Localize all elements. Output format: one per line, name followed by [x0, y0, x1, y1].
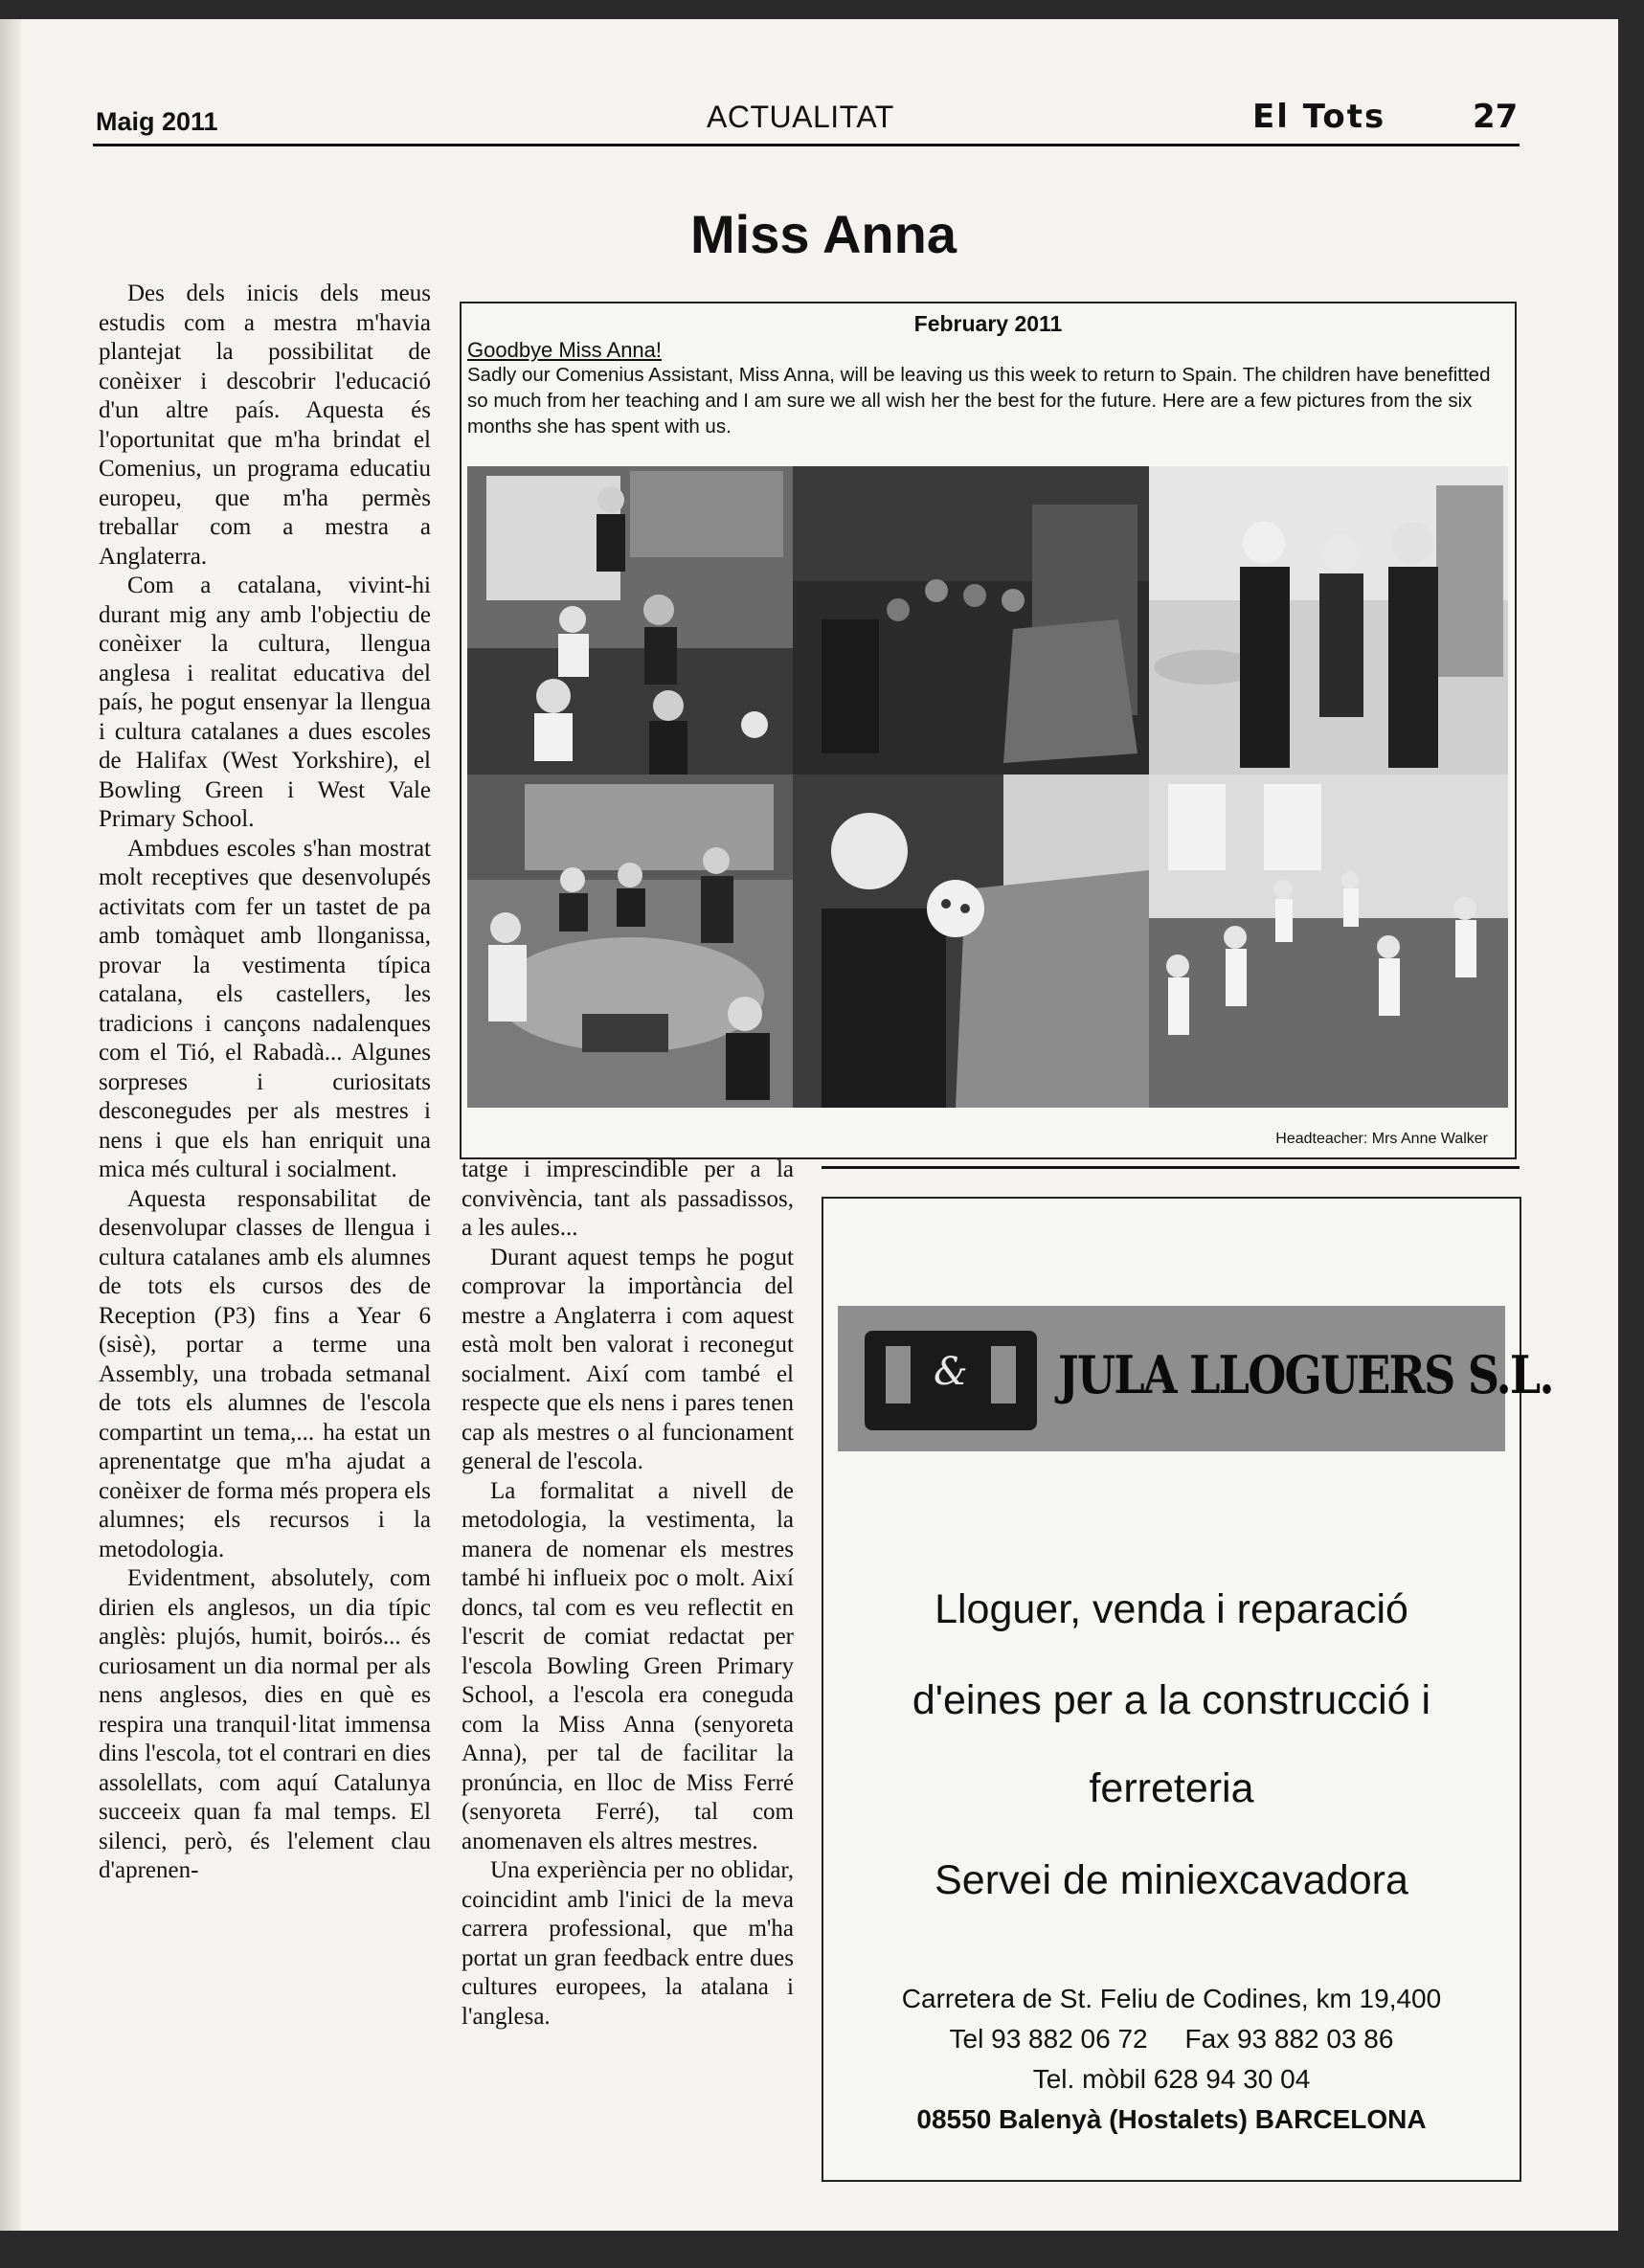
header-rule — [93, 144, 1520, 146]
section-rule — [822, 1166, 1520, 1169]
ad-line: d'eines per a la construcció i — [912, 1677, 1431, 1723]
school-newsletter-clipping — [460, 302, 1517, 1159]
article-column-middle — [462, 1156, 794, 2032]
page-number: 27 — [1473, 98, 1519, 136]
advertisement — [822, 1197, 1553, 2182]
article-paragraph: Una experiència per no oblidar, coincidint amb l'inici de la meva carrera professional, que m'ha portat un gran feedback entre dues cultures europees, la atalana i l'anglesa. — [462, 1857, 794, 2030]
article-title: Miss Anna — [690, 204, 957, 264]
article-paragraph: Evidentment, absolutely, com dirien els anglesos, un dia típic anglès: plujós, humit, boirós... és curiosament un dia normal per als nens anglesos, dies en què es respira una tranquil·litat immensa dins l'escola, tot el contrari en dies assolellats, com aquí Catalunya succeeix quan fa mal temps. El silenci, però, és l'element clau d'aprenen- — [99, 1565, 431, 1883]
newsletter-date: February 2011 — [913, 311, 1063, 336]
newsletter-text: Sadly our Comenius Assistant, Miss Anna, will be leaving us this week to return to Spain. The children have benefitted so much from her teaching and I am sure we all wish her the best for the future. Here are a few pictures from the six months she has spent with us. — [467, 364, 1491, 438]
article-paragraph: tatge i imprescindible per a la convivència, tant als passadissos, a les aules... — [462, 1156, 794, 1241]
jl-logo-icon — [865, 1331, 1037, 1430]
photo-girls-costumes — [1149, 466, 1508, 775]
ad-logo-banner — [838, 1306, 1553, 1451]
ad-address: Carretera de St. Feliu de Codines, km 19,400 — [901, 1984, 1442, 2013]
article-paragraph: Aquesta responsabilitat de desenvolupar classes de llengua i cultura catalanes amb els alumnes de tots els cursos des de Reception (P3) fins a Year 6 (sisè), portar a terme una Assembly, una trobada setmanal de tots els alumnes de l'escola compartint un tema,... ha estat un aprenentatge que m'ha ajudat a conèixer de forma més propera els alumnes; els recursos i la metodologia. — [99, 1185, 431, 1562]
article-paragraph: Com a catalana, vivint-hi durant mig any amb l'objectiu de conèixer la cultura, llengua anglesa i realitat educativa del país, he pogut ensenyar la llengua i cultura catalanes a dues escoles de Halifax (West Yorkshire), el Bowling Green i West Vale Primary School. — [99, 573, 431, 832]
ad-line: ferreteria — [1089, 1765, 1254, 1811]
photo-classroom-tables — [467, 775, 793, 1108]
section-name: ACTUALITAT — [707, 100, 894, 134]
ad-mobile: Tel. mòbil 628 94 30 04 — [1032, 2064, 1311, 2094]
photo-caption: Headteacher: Mrs Anne Walker — [1275, 1131, 1488, 1147]
page-gutter — [0, 19, 21, 2231]
ad-line: Lloguer, venda i reparació — [935, 1586, 1408, 1632]
article-column-left — [99, 280, 431, 1886]
article-paragraph: La formalitat a nivell de metodologia, la vestimenta, la manera de nomenar els mestres també hi influeix poc o molt. Així doncs, tal com es veu reflectit en l'escrit de comiat redactat per l'escola Bowling Green Primary School, a l'escola era coneguda com la Miss Anna (senyoreta Anna), per tal de facilitar la pronúncia, en lloc de Miss Ferré (senyoreta Ferré), tal com anomenaven els altres mestres. — [462, 1477, 794, 1854]
ad-company-name: JULA LLOGUERS S.L. — [1058, 1344, 1553, 1405]
article-paragraph: Durant aquest temps he pogut comprovar la importància del mestre a Anglaterra i com aquest està molt ben valorat i reconegut socialment. Així com també el respecte que els nens i pares tenen cap als mestres o al funcionament general de l'escola. — [462, 1244, 794, 1474]
newsletter-title: Goodbye Miss Anna! — [467, 338, 663, 362]
photo-children-dark-room — [793, 466, 1149, 775]
photo-girl-with-doll — [793, 775, 1149, 1108]
photo-hall-dancing — [1149, 775, 1508, 1108]
ad-logo-ampersand: & — [934, 1350, 968, 1394]
photo-classroom-teacher — [467, 466, 793, 775]
ad-town: 08550 Balenyà (Hostalets) BARCELONA — [916, 2104, 1427, 2134]
article-paragraph: Des dels inicis dels meus estudis com a mestra m'havia plantejat la possibilitat de conèixer i descobrir l'educació d'un altre país. Aquesta és l'oportunitat que m'ha brindat el Comenius, un programa educatiu europeu, que m'ha permès treballar com a mestra a Anglaterra. — [99, 281, 431, 570]
issue-date: Maig 2011 — [96, 107, 218, 136]
publication-name: El Tots — [1252, 98, 1386, 136]
article-paragraph: Ambdues escoles s'han mostrat molt receptives que desenvolupés activitats com fer un tastet de pa amb tomàquet amb llonganissa, provar la vestimenta típica catalana, els castellers, les tradicions i cançons nadalenques com el Tió, el Rabadà... Algunes sorpreses i curiositats desconegudes per als mestres i nens i que els han enriquit una mica més cultural i socialment. — [99, 835, 431, 1182]
ad-line: Servei de miniexcavadora — [935, 1857, 1408, 1903]
ad-phone-fax: Tel 93 882 06 72 Fax 93 882 03 86 — [949, 2024, 1394, 2054]
photo-collage — [467, 466, 1508, 1108]
